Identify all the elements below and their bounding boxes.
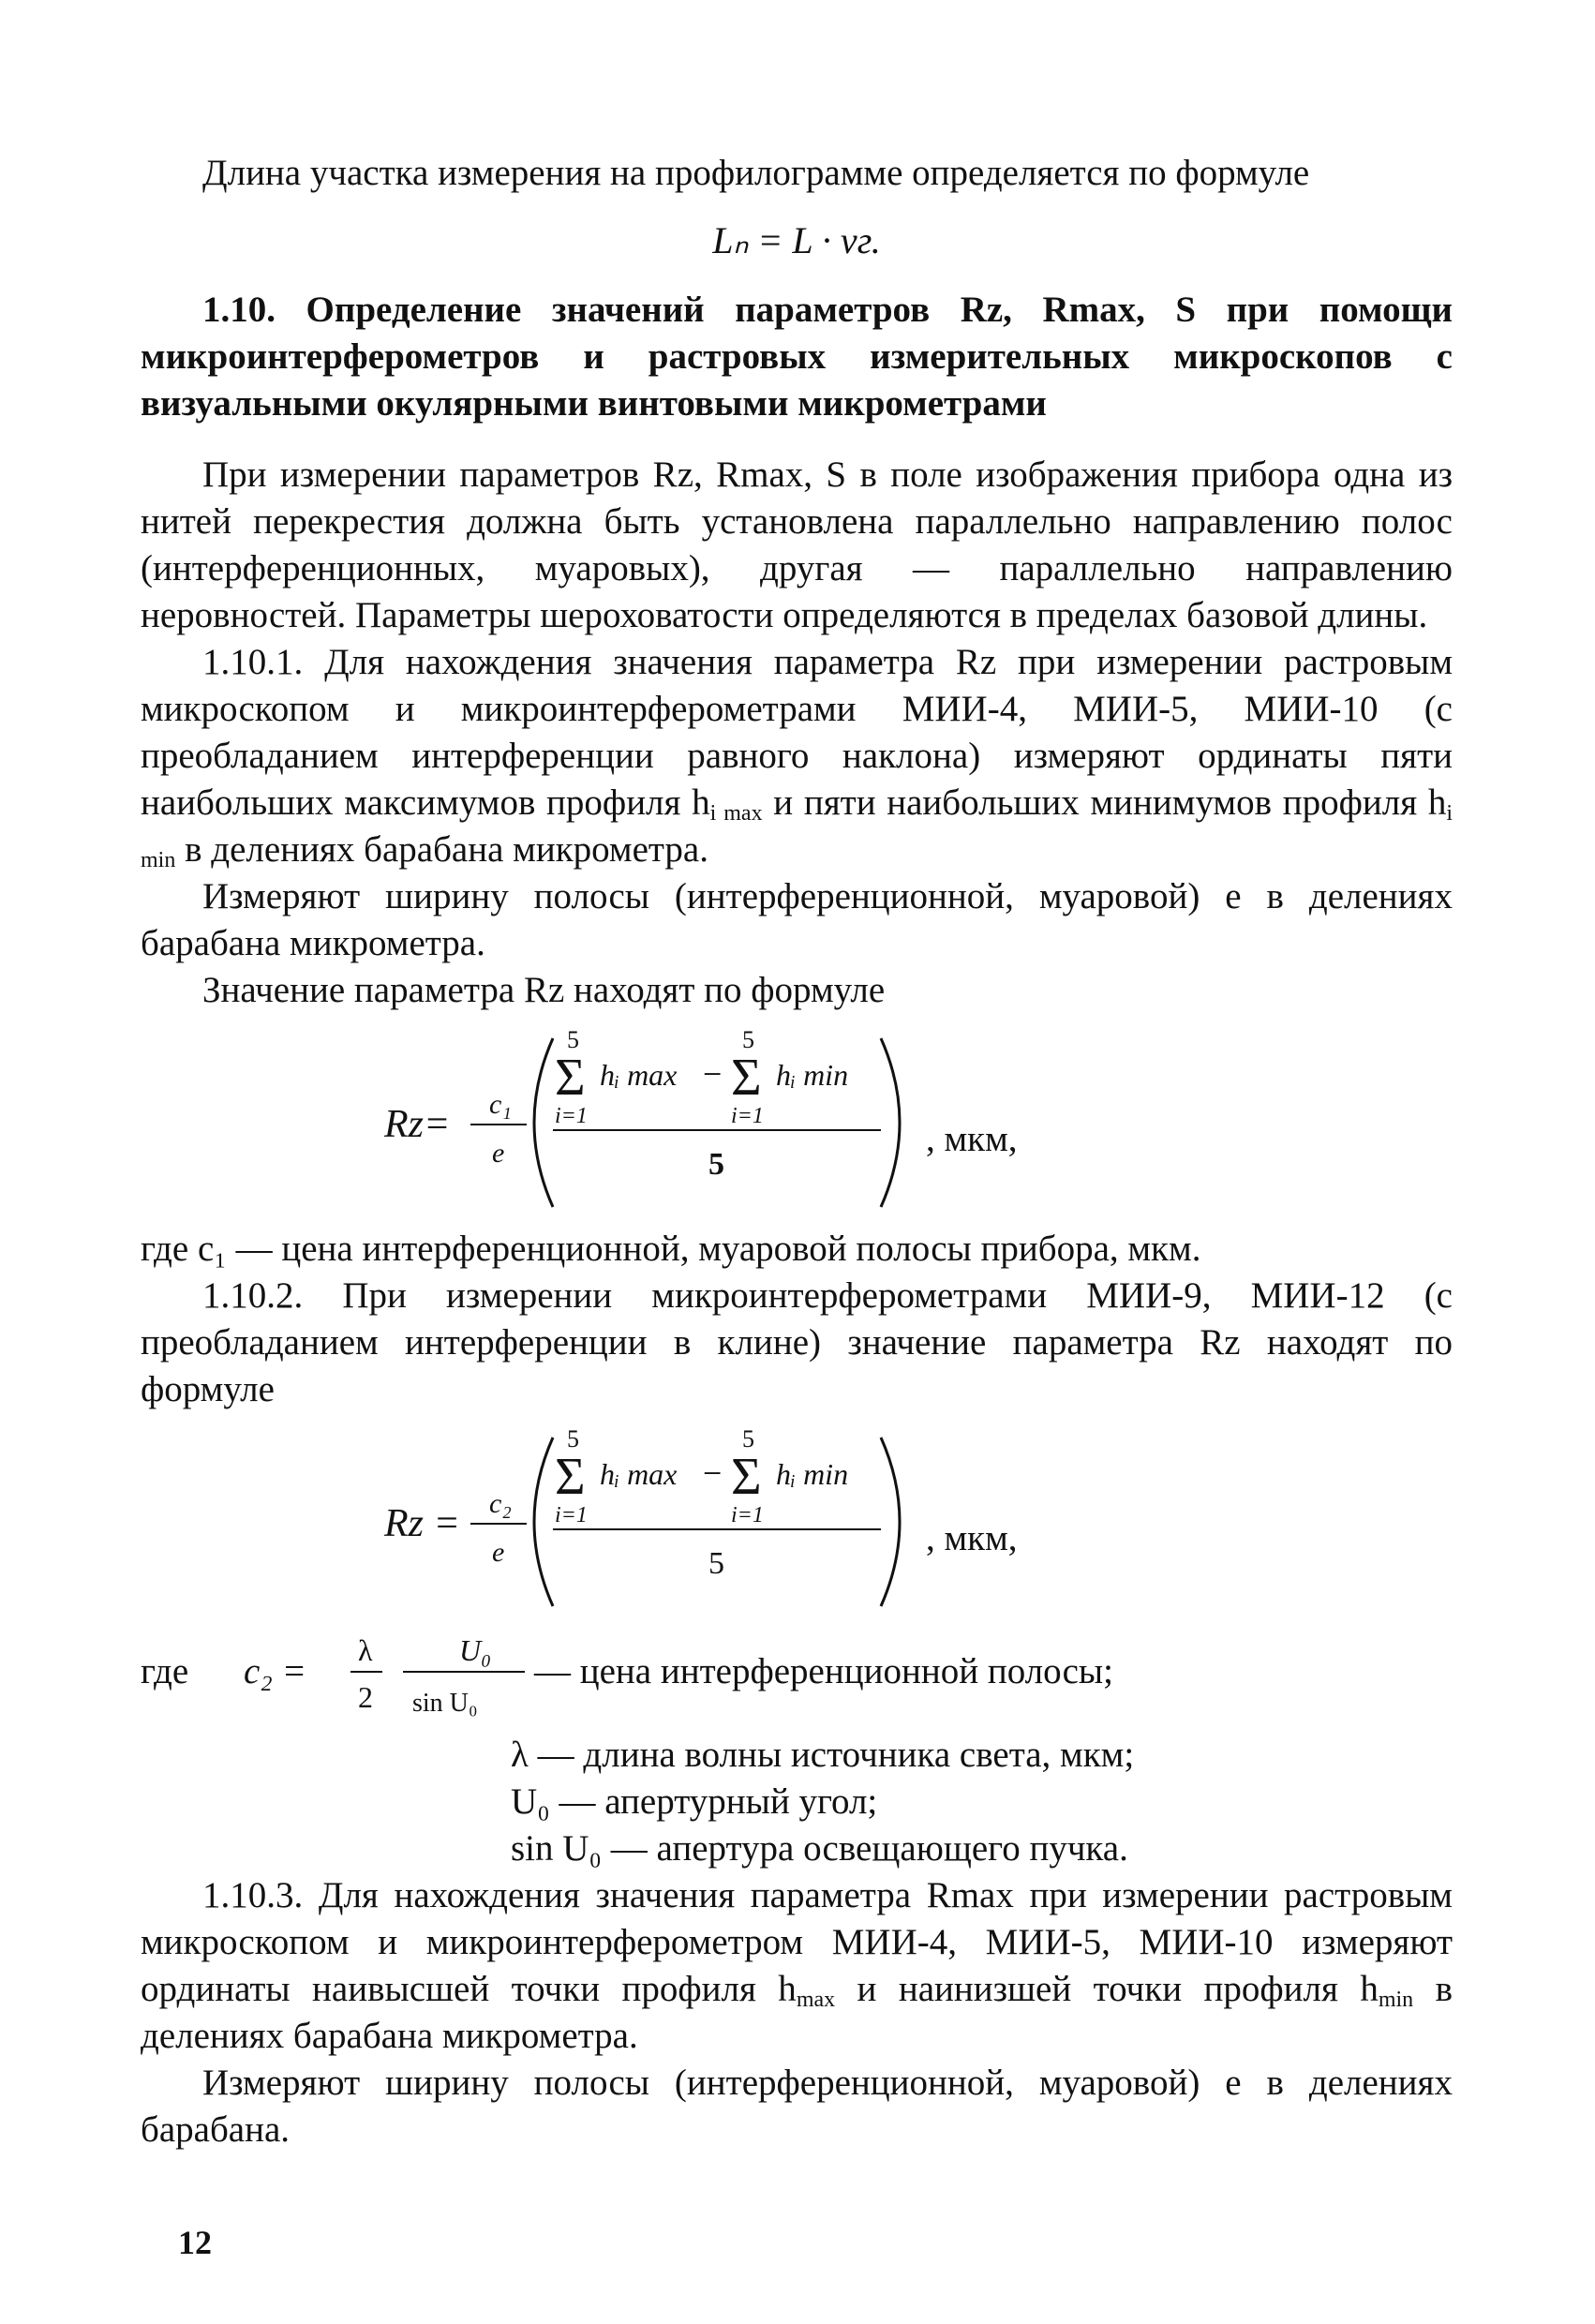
paragraph-where-c1: где c₁ — цена интерференционной, муаровой полосы прибора, мкм.: [141, 1229, 1201, 1269]
definitions-list: [511, 1732, 1453, 1872]
formula-length: Lₙ = L · vг.: [712, 219, 881, 261]
document-page: [141, 150, 1453, 2153]
paragraph-rz-formula: Значение параметра Rz находят по формуле: [202, 970, 886, 1010]
text-segment: в делениях барабана микрометра.: [175, 829, 708, 870]
sum2-bottom: i=1: [731, 1503, 764, 1527]
where-c2-svg: [141, 1625, 1453, 1728]
where-c2-line: [141, 1625, 1453, 1728]
sum2-top: 5: [742, 1026, 754, 1053]
sum1-symbol: Σ: [555, 1049, 586, 1107]
subscript-min: min: [1378, 1988, 1414, 2012]
c2-lhs: c₂ =: [244, 1651, 306, 1691]
subscript-imin: i min: [141, 801, 1453, 872]
sum2-top: 5: [742, 1425, 754, 1452]
right-paren: [881, 1438, 900, 1606]
sum2-bottom: i=1: [731, 1104, 764, 1128]
sum1-top: 5: [567, 1026, 579, 1053]
sum2-symbol: Σ: [731, 1448, 762, 1506]
sin-u0-denominator: sin U₀: [412, 1689, 478, 1718]
paragraph-1-10-2: 1.10.2. При измерении микроинтерферометрами МИИ-9, МИИ-12 (с преобладанием интерференции в клине) значение параметра Rz находят по формуле: [141, 1275, 1453, 1409]
formula-rz-2-svg: [141, 1419, 1453, 1616]
right-paren: [881, 1038, 900, 1207]
paragraph-1-10-3: [141, 1872, 1453, 2060]
formula-unit: , мкм,: [926, 1119, 1018, 1159]
text-segment: 1.10.3. Для нахождения значения параметра Rmax при измерении растровым микроскопом и микроинтерферометром МИИ-4, МИИ-5, МИИ-10 измеряют ординаты наивысшей точки профиля h: [141, 1875, 1453, 2009]
formula-rz-1-svg: [141, 1020, 1453, 1216]
subscript-max: max: [796, 1988, 836, 2012]
lambda-numerator: λ: [358, 1633, 373, 1667]
sum2-symbol: Σ: [731, 1049, 762, 1107]
definition-u0: U₀ — апертурный угол;: [511, 1781, 878, 1822]
term-hi-min: hᵢ min: [776, 1058, 849, 1092]
definition-lambda: λ — длина волны источника света, мкм;: [511, 1735, 1135, 1775]
term-hi-max: hᵢ max: [600, 1457, 678, 1491]
coef-denominator: e: [492, 1138, 505, 1169]
denominator-five: 5: [708, 1147, 724, 1182]
paragraph-width-2: Измеряют ширину полосы (интерференционной, муаровой) e в делениях барабана.: [141, 2063, 1453, 2150]
term-hi-max: hᵢ max: [600, 1058, 678, 1092]
text-segment: и наинизшей точки профиля h: [835, 1969, 1379, 2009]
left-paren: [534, 1438, 553, 1606]
paragraph-width-1: Измеряют ширину полосы (интерференционной, муаровой) e в делениях барабана микрометра.: [141, 876, 1453, 963]
minus-sign: −: [703, 1055, 723, 1093]
paragraph-1-10-1: [141, 639, 1453, 873]
minus-sign: −: [703, 1454, 723, 1492]
page-number: 12: [178, 2224, 212, 2261]
coef-denominator: e: [492, 1537, 505, 1568]
sum1-top: 5: [567, 1425, 579, 1452]
sum1-bottom: i=1: [555, 1503, 588, 1527]
denominator-five: 5: [708, 1546, 724, 1581]
two-denominator: 2: [358, 1680, 373, 1714]
formula-unit: , мкм,: [926, 1518, 1018, 1558]
sum1-bottom: i=1: [555, 1104, 588, 1128]
definition-sin-u0: sin U₀ — апертура освещающего пучка.: [511, 1828, 1128, 1869]
where-label: где: [141, 1651, 189, 1691]
u0-numerator: U₀: [459, 1633, 492, 1667]
formula-rz-2: [141, 1419, 1453, 1616]
paragraph-intro: При измерении параметров Rz, Rmax, S в поле изображения прибора одна из нитей перекрестия должна быть установлена параллельно направлению полос (интерференционных, муаровых), другая — параллельно направлению неровностей. Параметры шероховатости определяются в пределах базовой длины.: [141, 454, 1453, 635]
formula-rz-1: [141, 1020, 1453, 1216]
text-segment: и пяти наибольших минимумов профиля h: [762, 782, 1447, 823]
paragraph-length-intro: Длина участка измерения на профилограмме определяется по формуле: [202, 153, 1310, 193]
text-segment: в делениях барабана микрометра.: [141, 1969, 1453, 2056]
sum1-symbol: Σ: [555, 1448, 586, 1506]
coef-numerator: c₂: [489, 1488, 512, 1519]
term-hi-min: hᵢ min: [776, 1457, 849, 1491]
text-segment: 1.10.1. Для нахождения значения параметра Rz при измерении растровым микроскопом и микроинтерферометрами МИИ-4, МИИ-5, МИИ-10 (с преобладанием интерференции равного наклона) измеряют ординаты пяти наибольших максимумов профиля h: [141, 642, 1453, 823]
section-heading-1-10: 1.10. Определение значений параметров Rz, Rmax, S при помощи микроинтерферометров и растровых измерительных микроскопов с визуальными окулярными винтовыми микрометрами: [141, 290, 1453, 424]
formula-lhs: Rz =: [384, 1502, 460, 1545]
subscript-imax: i max: [709, 801, 763, 826]
coef-numerator: c₁: [489, 1089, 512, 1120]
left-paren: [534, 1038, 553, 1207]
formula-lhs: Rz=: [384, 1103, 451, 1146]
c2-description: — цена интерференционной полосы;: [534, 1651, 1113, 1691]
